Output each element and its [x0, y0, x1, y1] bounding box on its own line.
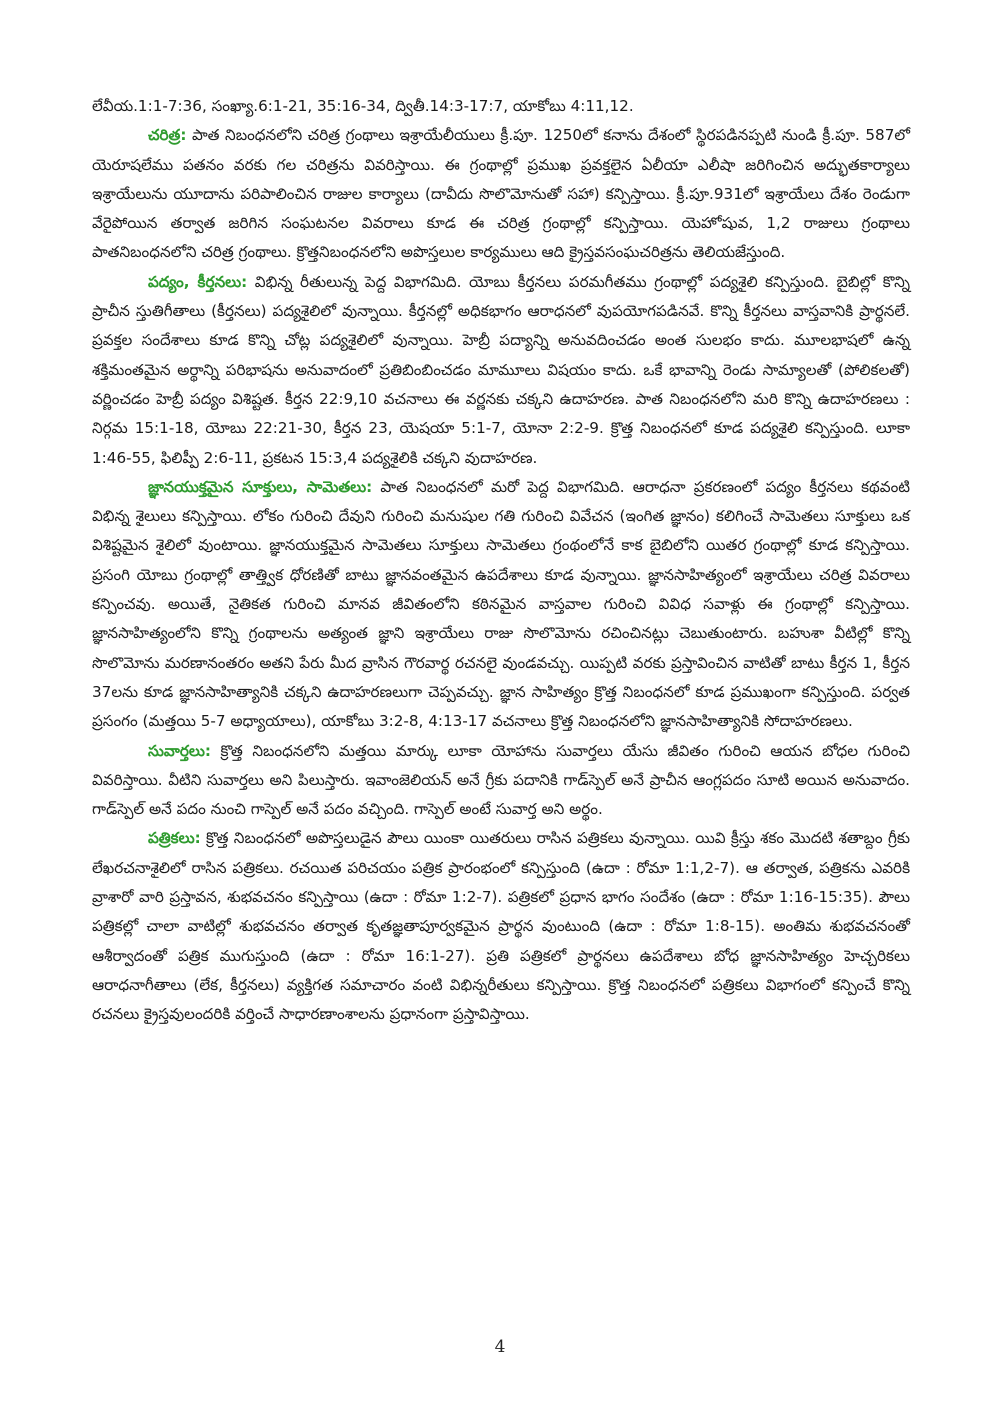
- section-heading: జ్ఞానయుక్తమైన సూక్తులు, సామెతలు:: [148, 477, 373, 496]
- section-wisdom: [92, 473, 910, 737]
- section-history: [92, 121, 910, 267]
- section-heading: సువార్తలు:: [148, 741, 211, 760]
- section-text: క్రొత్త నిబంధనలో అపొస్తలుడైన పౌలు యింకా యితరులు రాసిన పత్రికలు వున్నాయి. యివి క్రీస్తు శకం మొదటి శతాబ్దం గ్రీకు లేఖరచనాశైలిలో రాసిన పత్రికలు. రచయిత పరిచయం పత్రిక ప్రారంభంలో కన్పిస్తుంది (ఉదా : రోమా 1:1,2-7). ఆ తర్వాత, పత్రికను ఎవరికి వ్రాశారో వారి ప్రస్తావన, శుభవచనం కన్పిస్తాయి (ఉదా : రోమా 1:2-7). పత్రికలో ప్రధాన భాగం సందేశం (ఉదా : రోమా 1:16-15:35). పౌలు పత్రికల్లో చాలా వాటిల్లో శుభవచనం తర్వాత కృతజ్ఞతాపూర్వకమైన ప్రార్థన వుంటుంది (ఉదా : రోమా 1:8-15). అంతిమ శుభవచనంతో ఆశీర్వాదంతో పత్రిక ముగుస్తుంది (ఉదా : రోమా 16:1-27). ప్రతి పత్రికలో ప్రార్థనలు ఉపదేశాలు బోధ జ్ఞానసాహిత్యం హెచ్చరికలు ఆరాధనాగీతాలు (లేక, కీర్తనలు) వ్యక్తిగత సమాచారం వంటి విభిన్నరీతులు కన్పిస్తాయి. క్రొత్త నిబంధనలో పత్రికలు విభాగంలో కన్పించే కొన్ని రచనలు క్రైస్తవులందరికి వర్తించే సాధారణాంశాలను ప్రధానంగా ప్రస్తావిస్తాయి.: [92, 829, 910, 1024]
- section-heading: పత్రికలు:: [148, 829, 201, 848]
- section-heading: చరిత్ర:: [148, 126, 187, 145]
- section-epistles: [92, 824, 910, 1029]
- section-poetry: [92, 268, 910, 473]
- section-text: విభిన్న రీతులున్న పెద్ద విభాగమిది. యోబు కీర్తనలు పరమగీతము గ్రంథాల్లో పద్యశైలి కన్పిస్తుంది. బైబిల్లో కొన్ని ప్రాచీన స్తుతిగీతాలు (కీర్తనలు) పద్యశైలిలో వున్నాయి. కీర్తనల్లో అధికభాగం ఆరాధనలో వుపయోగపడినవే. కొన్ని కీర్తనలు వాస్తవానికి ప్రార్థనలే. ప్రవక్తల సందేశాలు కూడ కొన్ని చోట్ల పద్యశైలిలో వున్నాయి. హెబ్రీ పద్యాన్ని అనువదించడం అంత సులభం కాదు. మూలభాషలో ఉన్న శక్తిమంతమైన అర్థాన్ని పరిభాషను అనువాదంలో ప్రతిబింబించడం మామూలు విషయం కాదు. ఒకే భావాన్ని రెండు సామ్యాలతో (పోలికలతో) వర్ణించడం హెబ్రీ పద్యం విశిష్టత. కీర్తన 22:9,10 వచనాలు ఈ వర్ణనకు చక్కని ఉదాహరణ. పాత నిబంధనలోని మరి కొన్ని ఉదాహరణలు : నిర్గమ 15:1-18, యోబు 22:21-30, కీర్తన 23, యెషయా 5:1-7, యోనా 2:2-9. క్రొత్త నిబంధనలో కూడ పద్యశైలి కన్పిస్తుంది. లూకా 1:46-55, ఫిలిప్పీ 2:6-11, ప్రకటన 15:3,4 పద్యశైలికి చక్కని వుదాహరణ.: [92, 272, 910, 467]
- intro-reference-line: లేవీయ.1:1-7:36, సంఖ్యా.6:1-21, 35:16-34, ద్వితీ.14:3-17:7, యాకోబు 4:11,12.: [92, 97, 634, 115]
- section-text: పాత నిబంధనలోని చరిత్ర గ్రంథాలు ఇశ్రాయేలీయులు క్రీ.పూ. 1250లో కనాను దేశంలో స్థిరపడినప్పటి నుండి క్రీ.పూ. 587లో యెరూషలేము పతనం వరకు గల చరిత్రను వివరిస్తాయి. ఈ గ్రంథాల్లో ప్రముఖ ప్రవక్తలైన ఏలీయా ఎలీషా జరిగించిన అద్భుతకార్యాలు ఇశ్రాయేలును యూదాను పరిపాలించిన రాజుల కార్యాలు (దావీదు సొలొమోనుతో సహా) కన్పిస్తాయి. క్రీ.పూ.931లో ఇశ్రాయేలు దేశం రెండుగా వేరైపోయిన తర్వాత జరిగిన సంఘటనల వివరాలు కూడ ఈ చరిత్ర గ్రంథాల్లో కన్పిస్తాయి. యెహోషువ, 1,2 రాజులు గ్రంథాలు పాతనిబంధనలోని చరిత్ర గ్రంథాలు. క్రొత్తనిబంధనలోని అపొస్తలుల కార్యములు ఆది క్రైస్తవసంఘచరిత్రను తెలియజేస్తుంది.: [92, 126, 910, 262]
- section-gospels: [92, 737, 910, 825]
- section-text: క్రొత్త నిబంధనలోని మత్తయి మార్కు లూకా యోహాను సువార్తలు యేసు జీవితం గురించి ఆయన బోధల గురించి వివరిస్తాయి. వీటిని సువార్తలు అని పిలుస్తారు. ఇవాంజెలియన్ అనే గ్రీకు పదానికి గాడ్‌స్పెల్ అనే ప్రాచీన ఆంగ్లపదం సూటి అయిన అనువాదం. గాడ్‌స్పెల్ అనే పదం నుంచి గాస్పెల్ అనే పదం వచ్చింది. గాస్పెల్ అంటే సువార్త అని అర్థం.: [92, 741, 910, 819]
- section-heading: పద్యం, కీర్తనలు:: [148, 272, 248, 291]
- page-body: [92, 92, 910, 1030]
- page-number: 4: [494, 1337, 506, 1357]
- section-text: పాత నిబంధనలో మరో పెద్ద విభాగమిది. ఆరాధనా ప్రకరణంలో పద్యం కీర్తనలు కథవంటి విభిన్న శైలులు కన్పిస్తాయి. లోకం గురించి దేవుని గురించి మనుషుల గతి గురించి వివేచన (ఇంగిత జ్ఞానం) కలిగించే సామెతలు సూక్తులు ఒక విశిష్టమైన శైలిలో వుంటాయి. జ్ఞానయుక్తమైన సామెతలు సూక్తులు సామెతలు గ్రంథంలోనే కాక బైబిలోని యితర గ్రంథాల్లో కూడ కన్పిస్తాయి. ప్రసంగి యోబు గ్రంథాల్లో తాత్త్విక ధోరణితో బాటు జ్ఞానవంతమైన ఉపదేశాలు కూడ వున్నాయి. జ్ఞానసాహిత్యంలో ఇశ్రాయేలు చరిత్ర వివరాలు కన్పించవు. అయితే, నైతికత గురించి మానవ జీవితంలోని కఠినమైన వాస్తవాల గురించి వివిధ సవాళ్లు ఈ గ్రంథాల్లో కన్పిస్తాయి. జ్ఞానసాహిత్యంలోని కొన్ని గ్రంథాలను అత్యంత జ్ఞాని ఇశ్రాయేలు రాజు సొలొమోను రచించినట్లు చెబుతుంటారు. బహుశా వీటిల్లో కొన్ని సొలొమోను మరణానంతరం అతని పేరు మీద వ్రాసిన గౌరవార్థ రచనలై వుండవచ్చు. యిప్పటి వరకు ప్రస్తావించిన వాటితో బాటు కీర్తన 1, కీర్తన 37లను కూడ జ్ఞానసాహిత్యానికి చక్కని ఉదాహరణలుగా చెప్పవచ్చు. జ్ఞాన సాహిత్యం క్రొత్త నిబంధనలో కూడ ప్రముఖంగా కన్పిస్తుంది. పర్వత ప్రసంగం (మత్తయి 5-7 అధ్యాయాలు), యాకోబు 3:2-8, 4:13-17 వచనాలు క్రొత్త నిబంధనలోని జ్ఞానసాహిత్యానికి సోదాహరణలు.: [92, 477, 910, 731]
